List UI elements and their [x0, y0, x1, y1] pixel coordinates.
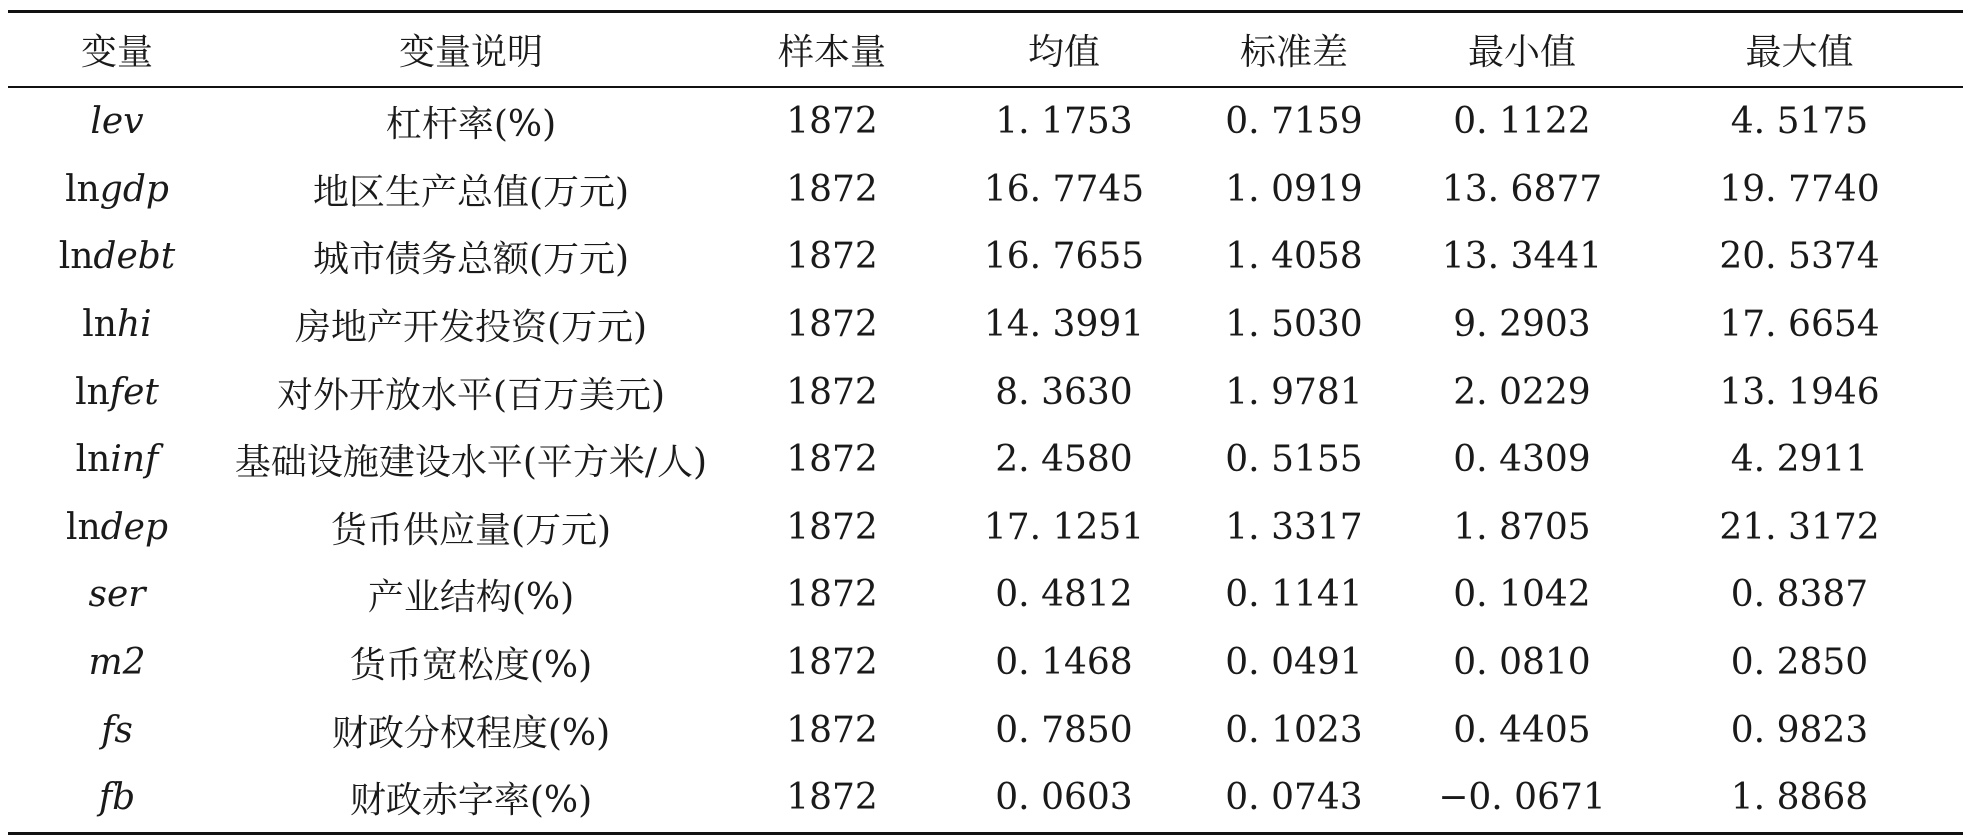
min-cell: 0. 1042 — [1453, 574, 1591, 616]
description-cell: 财政分权程度(%) — [331, 712, 611, 754]
min-cell: 13. 6877 — [1441, 168, 1603, 210]
variable-cell — [8, 764, 226, 833]
sample-size-cell: 1872 — [786, 371, 878, 413]
min-cell: 0. 4405 — [1453, 709, 1591, 751]
mean-cell: 2. 4580 — [995, 439, 1133, 481]
variable-prefix: ln — [65, 168, 100, 210]
header-row — [8, 12, 1963, 88]
std-dev-cell: 1. 0919 — [1225, 168, 1363, 210]
max-cell: 13. 1946 — [1719, 371, 1880, 413]
table-row — [8, 156, 1963, 224]
max-cell: 19. 7740 — [1719, 168, 1880, 210]
variable-cell — [8, 696, 226, 764]
mean-cell: 0. 7850 — [995, 709, 1133, 751]
variable-name: inf — [110, 439, 159, 481]
variable-cell — [8, 494, 226, 562]
variable-prefix: ln — [65, 506, 101, 548]
min-cell: 0. 1122 — [1453, 101, 1591, 143]
variable-name: m2 — [88, 642, 146, 684]
variable-name: hi — [117, 304, 152, 346]
table-row — [8, 494, 1963, 562]
sample-size-cell: 1872 — [786, 304, 878, 346]
min-cell: 0. 0810 — [1453, 642, 1591, 684]
variable-name: ser — [88, 574, 146, 616]
variable-name: fet — [109, 371, 159, 413]
min-cell: 0. 4309 — [1453, 439, 1591, 481]
min-cell: 13. 3441 — [1441, 236, 1603, 278]
sample-size-cell: 1872 — [786, 506, 878, 548]
min-cell: 1. 8705 — [1453, 506, 1591, 548]
min-cell: −0. 0671 — [1438, 777, 1606, 819]
header-std-dev: 标准差 — [1239, 32, 1348, 73]
variable-prefix: ln — [75, 371, 110, 413]
mean-cell: 14. 3991 — [983, 304, 1145, 346]
max-cell: 1. 8868 — [1730, 777, 1869, 819]
mean-cell: 0. 1468 — [995, 642, 1133, 684]
description-cell: 产业结构(%) — [367, 577, 575, 619]
description-cell: 对外开放水平(百万美元) — [276, 374, 666, 416]
table-header — [8, 12, 1963, 88]
variable-prefix: ln — [75, 439, 111, 481]
table-row — [8, 87, 1963, 156]
sample-size-cell: 1872 — [786, 709, 878, 751]
mean-cell: 0. 4812 — [995, 574, 1133, 616]
max-cell: 0. 8387 — [1730, 574, 1869, 616]
variable-cell — [8, 87, 226, 156]
header-description: 变量说明 — [398, 32, 543, 73]
table-row — [8, 426, 1963, 494]
max-cell: 0. 9823 — [1730, 709, 1869, 751]
description-cell: 城市债务总额(万元) — [312, 239, 630, 281]
mean-cell: 0. 0603 — [995, 777, 1133, 819]
std-dev-cell: 1. 9781 — [1225, 371, 1363, 413]
sample-size-cell: 1872 — [786, 101, 878, 143]
table-row — [8, 291, 1963, 359]
header-variable: 变量 — [80, 32, 153, 73]
variable-name: gdp — [99, 168, 169, 210]
std-dev-cell: 0. 1141 — [1225, 574, 1363, 616]
variable-name: lev — [90, 101, 144, 143]
std-dev-cell: 1. 3317 — [1225, 506, 1363, 548]
description-cell: 房地产开发投资(万元) — [294, 307, 648, 349]
table-body — [8, 87, 1963, 833]
variable-cell — [8, 358, 226, 426]
header-min: 最小值 — [1467, 32, 1576, 73]
variable-name: debt — [93, 236, 176, 278]
description-cell: 货币供应量(万元) — [330, 509, 612, 551]
max-cell: 0. 2850 — [1730, 642, 1869, 684]
table-row — [8, 561, 1963, 629]
variable-cell — [8, 291, 226, 359]
variable-cell — [8, 223, 226, 291]
max-cell: 20. 5374 — [1719, 236, 1880, 278]
sample-size-cell: 1872 — [786, 236, 878, 278]
variable-name: fb — [98, 777, 136, 819]
max-cell: 21. 3172 — [1719, 506, 1880, 548]
table-row — [8, 358, 1963, 426]
table-row — [8, 696, 1963, 764]
max-cell: 17. 6654 — [1719, 304, 1880, 346]
mean-cell: 17. 1251 — [983, 506, 1145, 548]
table-row — [8, 629, 1963, 697]
mean-cell: 1. 1753 — [995, 101, 1133, 143]
std-dev-cell: 0. 0491 — [1225, 642, 1363, 684]
sample-size-cell: 1872 — [786, 439, 878, 481]
mean-cell: 16. 7655 — [983, 236, 1145, 278]
min-cell: 9. 2903 — [1453, 304, 1591, 346]
variable-name: fs — [101, 709, 133, 751]
variable-cell — [8, 426, 226, 494]
description-cell: 基础设施建设水平(平方米/人) — [234, 442, 708, 484]
std-dev-cell: 0. 0743 — [1225, 777, 1363, 819]
std-dev-cell: 0. 5155 — [1225, 439, 1363, 481]
mean-cell: 16. 7745 — [983, 168, 1145, 210]
variable-cell — [8, 629, 226, 697]
descriptive-statistics-table — [8, 10, 1963, 835]
variable-cell — [8, 156, 226, 224]
sample-size-cell: 1872 — [786, 777, 878, 819]
header-mean: 均值 — [1027, 32, 1100, 73]
header-max: 最大值 — [1745, 32, 1854, 73]
variable-prefix: ln — [82, 304, 117, 346]
header-sample-size: 样本量 — [777, 32, 886, 73]
sample-size-cell: 1872 — [786, 168, 878, 210]
std-dev-cell: 1. 5030 — [1225, 304, 1363, 346]
table-row — [8, 223, 1963, 291]
min-cell: 2. 0229 — [1453, 371, 1591, 413]
description-cell: 地区生产总值(万元) — [312, 171, 630, 213]
std-dev-cell: 0. 1023 — [1225, 709, 1363, 751]
std-dev-cell: 0. 7159 — [1225, 101, 1363, 143]
table-row — [8, 764, 1963, 833]
variable-name: dep — [100, 506, 169, 548]
variable-cell — [8, 561, 226, 629]
sample-size-cell: 1872 — [786, 574, 878, 616]
description-cell: 财政赤字率(%) — [349, 780, 593, 822]
variable-prefix: ln — [58, 236, 94, 278]
max-cell: 4. 5175 — [1730, 101, 1869, 143]
max-cell: 4. 2911 — [1730, 439, 1869, 481]
description-cell: 货币宽松度(%) — [349, 645, 593, 687]
mean-cell: 8. 3630 — [995, 371, 1133, 413]
description-cell: 杠杆率(%) — [385, 104, 557, 146]
std-dev-cell: 1. 4058 — [1225, 236, 1363, 278]
sample-size-cell: 1872 — [786, 642, 878, 684]
